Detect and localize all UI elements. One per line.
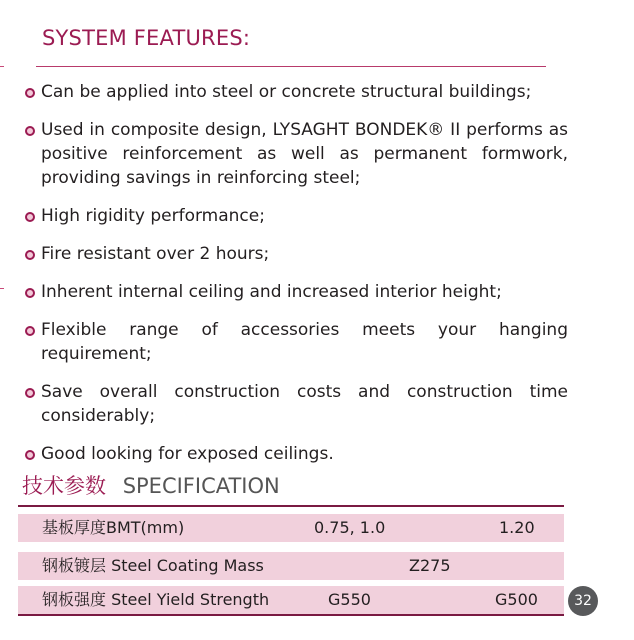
bullet-icon (25, 326, 35, 336)
feature-text: Inherent internal ceiling and increased interior height; (41, 282, 502, 302)
row-divider (18, 580, 564, 583)
feature-list (22, 80, 568, 480)
feature-item (22, 280, 568, 304)
bullet-icon (25, 212, 35, 222)
feature-item (22, 242, 568, 266)
bullet-icon (25, 388, 35, 398)
spec-bottom-rule (18, 614, 564, 616)
spec-top-rule (18, 505, 564, 507)
feature-item (22, 380, 568, 428)
feature-item (22, 442, 568, 466)
spec-row-value: G500 (495, 590, 538, 609)
feature-item (22, 118, 568, 190)
spec-row-label: 基板厚度BMT(mm) (42, 518, 185, 537)
feature-text: Save overall construction costs and construction time considerably; (41, 382, 568, 426)
spec-row (18, 552, 564, 580)
feature-item (22, 204, 568, 228)
feature-text: Can be applied into steel or concrete structural buildings; (41, 82, 532, 102)
row-divider (18, 542, 564, 545)
spec-row-label: 钢板强度 Steel Yield Strength (42, 590, 270, 609)
spec-row (18, 514, 564, 542)
spec-row-label: 钢板镀层 Steel Coating Mass (42, 556, 264, 575)
feature-text: Good looking for exposed ceilings. (41, 444, 334, 464)
heading-divider (36, 66, 546, 67)
bullet-icon (25, 126, 35, 136)
feature-item (22, 80, 568, 104)
spec-title-en: SPECIFICATION (122, 474, 280, 498)
bullet-icon (25, 88, 35, 98)
feature-text: High rigidity performance; (41, 206, 265, 226)
feature-item (22, 318, 568, 366)
spec-row-value: Z275 (409, 556, 451, 575)
spec-row-value: G550 (328, 590, 371, 609)
page-number-badge: 32 (568, 586, 598, 616)
spec-row (18, 586, 564, 614)
feature-text: Flexible range of accessories meets your hanging requirement; (41, 320, 568, 364)
bullet-icon (25, 450, 35, 460)
bullet-icon (25, 250, 35, 260)
section-heading: SYSTEM FEATURES: (42, 26, 251, 50)
spec-row-value: 1.20 (499, 518, 535, 537)
feature-text: Fire resistant over 2 hours; (41, 244, 270, 264)
edge-tick-mark (0, 66, 4, 67)
spec-row-value: 0.75, 1.0 (314, 518, 386, 537)
edge-tick-mark (0, 288, 4, 289)
bullet-icon (25, 288, 35, 298)
feature-text: Used in composite design, LYSAGHT BONDEK® II performs as positive reinforcement as well as permanent formwork, providing savings in reinforcing steel; (41, 120, 568, 188)
spec-title (22, 470, 280, 500)
spec-title-cn: 技术参数 (22, 474, 106, 498)
